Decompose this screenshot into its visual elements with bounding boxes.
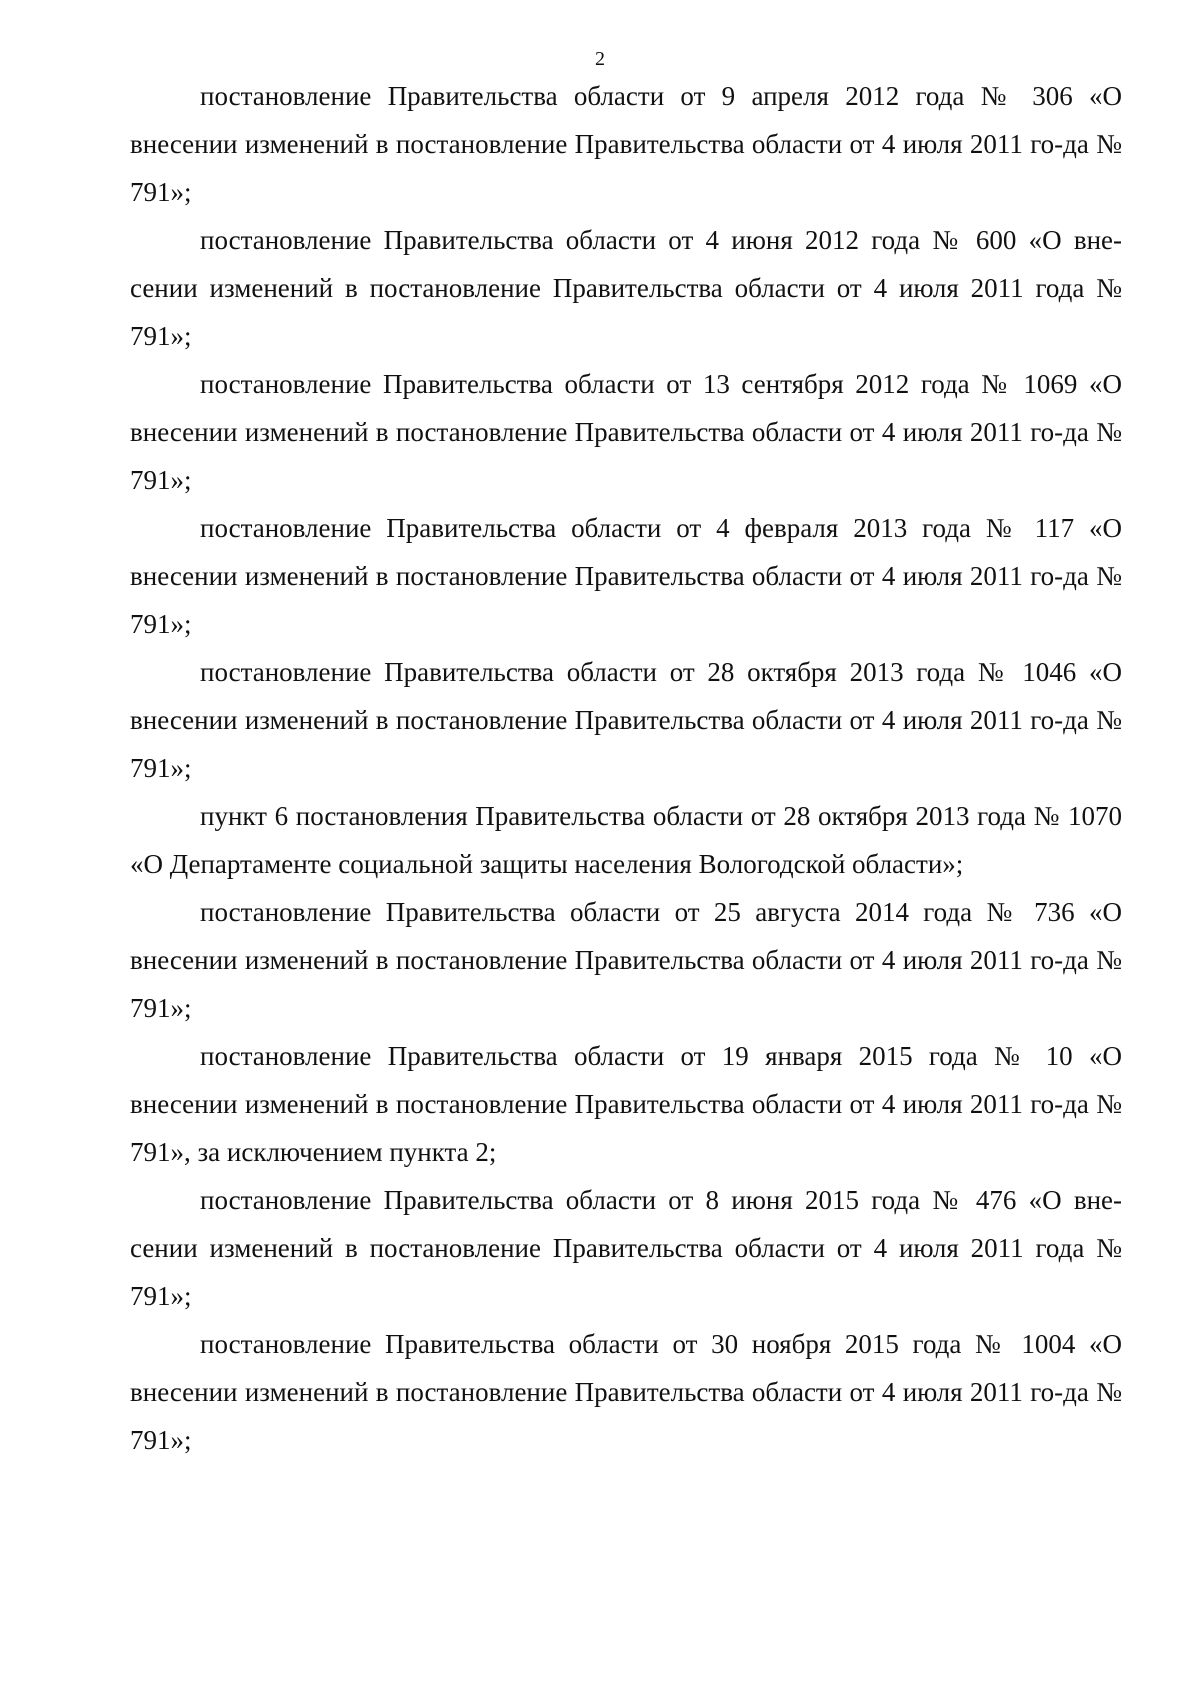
list-item: постановление Правительства области от 4 февраля 2013 года № 117 «О внесении изменений в постановление Правительства области от 4 июля 2011 го-да № 791»;: [130, 513, 1122, 639]
list-item: постановление Правительства области от 4 июня 2012 года № 600 «О вне-сении изменений в постановление Правительства области от 4 июля 2011 года № 791»;: [130, 225, 1122, 351]
list-item: постановление Правительства области от 19 января 2015 года № 10 «О внесении изменений в постановление Правительства области от 4 июля 2011 го-да № 791», за исключением пункта 2;: [130, 1041, 1122, 1167]
page-number: 2: [595, 48, 605, 70]
list-item: пункт 6 постановления Правительства области от 28 октября 2013 года № 1070 «О Департаменте социальной защиты населения Вологодской области»;: [130, 801, 1122, 879]
list-item: постановление Правительства области от 8 июня 2015 года № 476 «О вне-сении изменений в постановление Правительства области от 4 июля 2011 года № 791»;: [130, 1185, 1122, 1311]
list-item: постановление Правительства области от 30 ноября 2015 года № 1004 «О внесении изменений в постановление Правительства области от 4 июля 2011 го-да № 791»;: [130, 1329, 1122, 1455]
list-item: постановление Правительства области от 9 апреля 2012 года № 306 «О внесении изменений в постановление Правительства области от 4 июля 2011 го-да № 791»;: [130, 81, 1122, 207]
document-body: [130, 72, 1122, 1464]
list-item: постановление Правительства области от 25 августа 2014 года № 736 «О внесении изменений в постановление Правительства области от 4 июля 2011 го-да № 791»;: [130, 897, 1122, 1023]
list-item: постановление Правительства области от 13 сентября 2012 года № 1069 «О внесении изменений в постановление Правительства области от 4 июля 2011 го-да № 791»;: [130, 369, 1122, 495]
list-item: постановление Правительства области от 28 октября 2013 года № 1046 «О внесении изменений в постановление Правительства области от 4 июля 2011 го-да № 791»;: [130, 657, 1122, 783]
